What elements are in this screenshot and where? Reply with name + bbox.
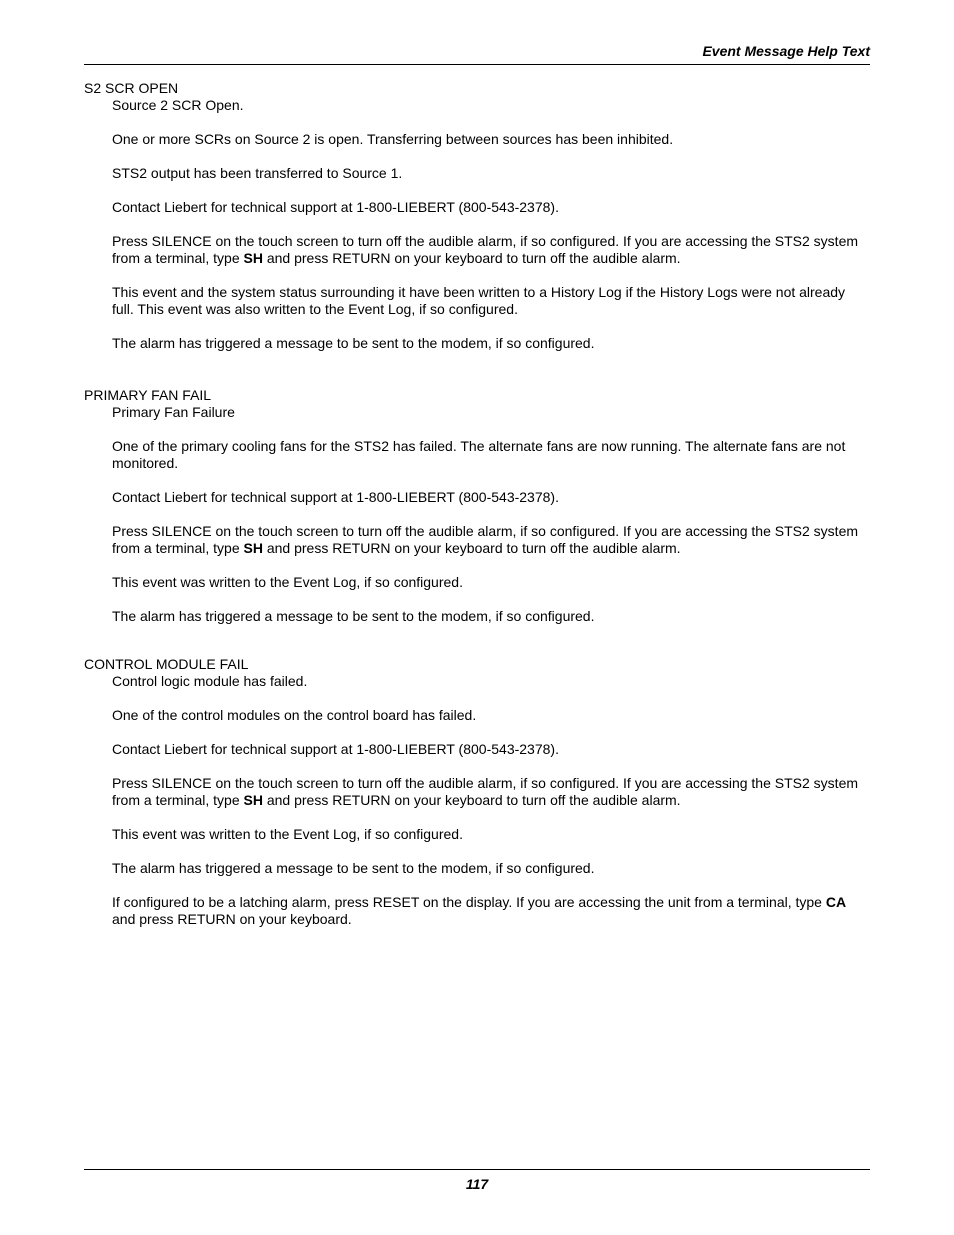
section-body	[84, 97, 870, 352]
reset-instructions	[112, 894, 870, 928]
support-contact: Contact Liebert for technical support at 1-800-LIEBERT (800-543-2378).	[112, 741, 559, 757]
silence-text-end: and press RETURN on your keyboard to turn off the audible alarm.	[262, 540, 681, 556]
page-number: 117	[465, 1176, 489, 1192]
running-header: Event Message Help Text	[702, 43, 870, 59]
section-heading: CONTROL MODULE FAIL	[84, 656, 249, 672]
modem-note: The alarm has triggered a message to be sent to the modem, if so configured.	[112, 860, 595, 876]
support-contact: Contact Liebert for technical support at 1-800-LIEBERT (800-543-2378).	[112, 489, 559, 505]
section-s2-scr-open	[84, 80, 870, 369]
command-sh: SH	[243, 540, 263, 556]
event-description: One of the control modules on the control board has failed.	[112, 707, 477, 723]
command-ca: CA	[825, 894, 847, 910]
event-description: One or more SCRs on Source 2 is open. Transferring between sources has been inhibited.	[112, 131, 674, 147]
silence-instructions	[112, 523, 870, 557]
reset-text-end: and press RETURN on your keyboard.	[112, 911, 352, 927]
section-heading: PRIMARY FAN FAIL	[84, 387, 212, 403]
section-control-module-fail	[84, 656, 870, 945]
silence-text-end: and press RETURN on your keyboard to turn off the audible alarm.	[262, 250, 681, 266]
modem-note: The alarm has triggered a message to be sent to the modem, if so configured.	[112, 335, 595, 351]
reset-text-start: If configured to be a latching alarm, press RESET on the display. If you are accessing the unit from a terminal, type	[112, 894, 826, 910]
event-summary: Primary Fan Failure	[112, 404, 235, 420]
event-description: One of the primary cooling fans for the STS2 has failed. The alternate fans are now running. The alternate fans are not monitored.	[112, 438, 846, 471]
silence-instructions	[112, 775, 870, 809]
silence-instructions	[112, 233, 870, 267]
section-body	[84, 673, 870, 928]
log-note: This event and the system status surrounding it have been written to a History Log if the History Logs were not already full. This event was also written to the Event Log, if so configured.	[112, 284, 846, 317]
event-summary: Control logic module has failed.	[112, 673, 308, 689]
header-rule	[84, 64, 870, 65]
log-note: This event was written to the Event Log, if so configured.	[112, 574, 463, 590]
silence-text-end: and press RETURN on your keyboard to turn off the audible alarm.	[262, 792, 681, 808]
silence-text-start: Press SILENCE on the touch screen to turn off the audible alarm, if so configured. If you are accessing the STS2 system from a terminal, type	[112, 775, 859, 808]
support-contact: Contact Liebert for technical support at 1-800-LIEBERT (800-543-2378).	[112, 199, 559, 215]
silence-text-start: Press SILENCE on the touch screen to turn off the audible alarm, if so configured. If you are accessing the STS2 system from a terminal, type	[112, 233, 859, 266]
command-sh: SH	[243, 792, 263, 808]
command-sh: SH	[243, 250, 263, 266]
section-body	[84, 404, 870, 625]
footer-rule	[84, 1169, 870, 1170]
section-primary-fan-fail	[84, 387, 870, 642]
section-heading: S2 SCR OPEN	[84, 80, 179, 96]
event-result: STS2 output has been transferred to Source 1.	[112, 165, 403, 181]
modem-note: The alarm has triggered a message to be sent to the modem, if so configured.	[112, 608, 595, 624]
event-summary: Source 2 SCR Open.	[112, 97, 244, 113]
silence-text-start: Press SILENCE on the touch screen to turn off the audible alarm, if so configured. If you are accessing the STS2 system from a terminal, type	[112, 523, 859, 556]
log-note: This event was written to the Event Log, if so configured.	[112, 826, 463, 842]
